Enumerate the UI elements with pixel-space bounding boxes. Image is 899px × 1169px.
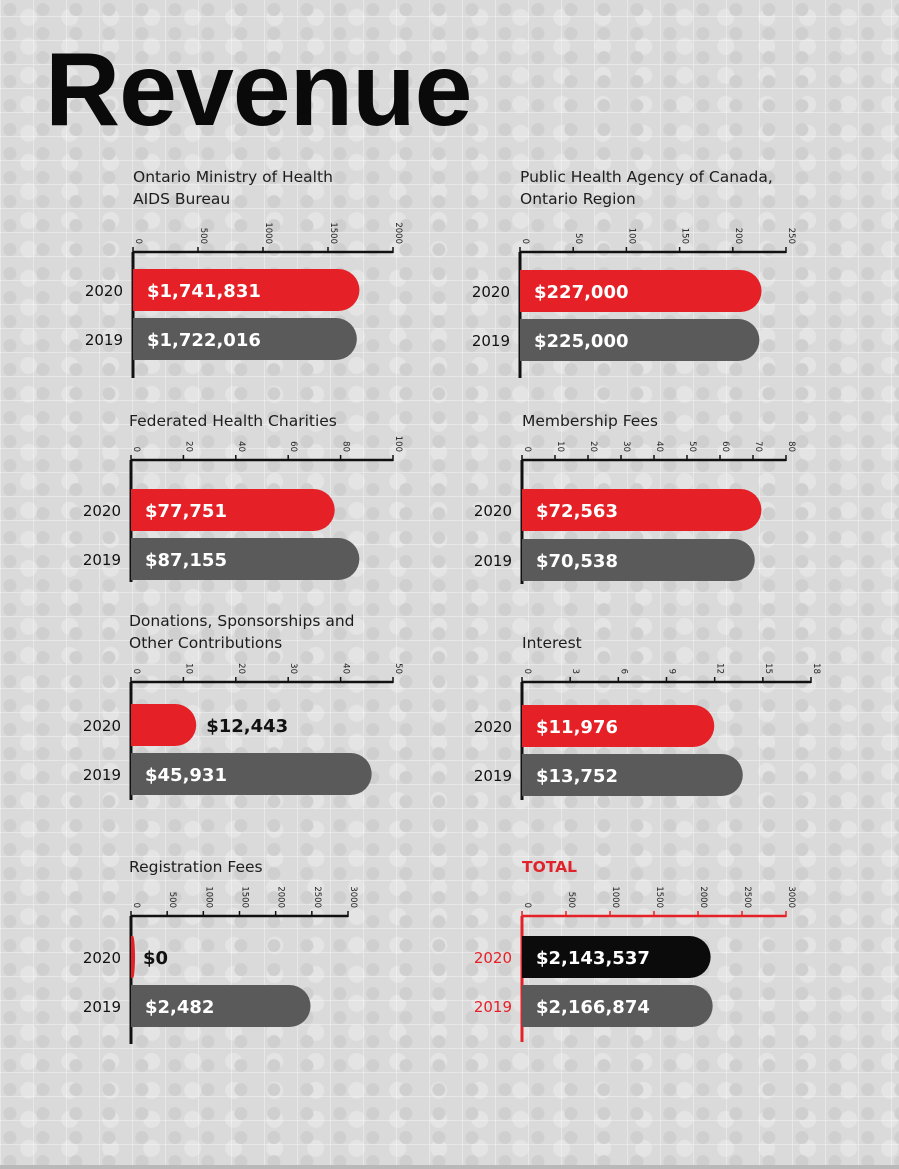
data-label: $13,752 xyxy=(536,766,618,787)
category-label: 2019 xyxy=(82,766,121,784)
chart-svg xyxy=(473,856,818,1086)
chart-svg xyxy=(473,632,821,862)
axis-tick-label: 60 xyxy=(288,441,299,452)
data-label: $77,751 xyxy=(145,501,227,522)
chart-title-line: Ontario Region xyxy=(520,190,636,208)
chart-title-line: Membership Fees xyxy=(522,412,658,430)
axis-tick-label: 200 xyxy=(732,227,743,244)
axis-tick-label: 12 xyxy=(714,663,725,674)
data-label: $72,563 xyxy=(536,501,618,522)
axis-tick-label: 60 xyxy=(720,441,730,452)
axis-tick-label: 20 xyxy=(183,441,194,452)
chart-panel-interest xyxy=(473,632,821,862)
axis-tick-label: 0 xyxy=(522,446,532,452)
axis-tick-label: 0 xyxy=(133,238,143,244)
axis-tick-label: 3000 xyxy=(348,886,358,908)
axis-tick-label: 80 xyxy=(786,441,796,452)
data-label: $2,143,537 xyxy=(536,948,650,969)
chart-panel-ontario-ministry xyxy=(84,166,403,396)
axis-tick-label: 20 xyxy=(588,441,598,452)
axis-tick-label: 0 xyxy=(131,668,141,674)
axis-tick-label: 50 xyxy=(573,233,584,244)
axis-tick-label: 6 xyxy=(618,668,629,674)
category-label: 2019 xyxy=(84,331,123,349)
axis-tick-label: 500 xyxy=(167,891,178,908)
data-label: $70,538 xyxy=(536,551,618,572)
page-title: Revenue xyxy=(45,32,472,148)
data-label: $11,976 xyxy=(536,717,618,738)
category-label: 2020 xyxy=(82,949,121,967)
axis-tick-label: 2500 xyxy=(311,886,322,908)
axis-tick-label: 30 xyxy=(288,663,299,674)
axis-tick-label: 0 xyxy=(520,238,530,244)
axis-tick-label: 30 xyxy=(621,441,631,452)
axis-tick-label: 40 xyxy=(654,441,664,452)
axis-tick-label: 2000 xyxy=(275,886,286,908)
category-label: 2020 xyxy=(473,718,512,736)
data-label: $2,166,874 xyxy=(536,997,650,1018)
chart-title-line: AIDS Bureau xyxy=(133,190,231,208)
axis-tick-label: 1500 xyxy=(654,886,664,908)
axis-tick-label: 1000 xyxy=(263,222,273,244)
chart-panel-public-health-agency xyxy=(471,166,796,396)
axis-tick-label: 2000 xyxy=(393,222,403,244)
category-label: 2019 xyxy=(473,767,512,785)
axis-tick-label: 1500 xyxy=(328,222,338,244)
axis-tick-label: 1000 xyxy=(203,886,214,908)
chart-svg xyxy=(471,166,818,396)
chart-title-line: Public Health Agency of Canada, xyxy=(520,168,773,186)
axis-tick-label: 0 xyxy=(131,446,141,452)
category-label: 2019 xyxy=(82,998,121,1016)
bar xyxy=(131,936,135,978)
axis-tick-label: 3 xyxy=(570,668,581,674)
data-label: $227,000 xyxy=(534,282,629,303)
data-label: $12,443 xyxy=(206,716,289,737)
axis-tick-label: 50 xyxy=(393,663,403,674)
category-label: 2019 xyxy=(82,551,121,569)
category-label: 2019 xyxy=(471,332,510,350)
category-label: 2019 xyxy=(473,998,512,1016)
axis-tick-label: 10 xyxy=(183,663,194,674)
data-label: $45,931 xyxy=(145,765,227,786)
chart-panel-federated-health-charities xyxy=(82,410,403,640)
axis-tick-label: 10 xyxy=(555,441,565,452)
chart-title-line: Interest xyxy=(522,634,582,652)
axis-tick-label: 70 xyxy=(753,441,763,452)
chart-svg xyxy=(82,610,425,840)
axis-tick-label: 2500 xyxy=(742,886,752,908)
chart-title-line: TOTAL xyxy=(522,858,577,876)
chart-title-line: Ontario Ministry of Health xyxy=(133,168,333,186)
category-label: 2020 xyxy=(473,949,512,967)
axis-tick-label: 50 xyxy=(687,441,697,452)
data-label: $1,741,831 xyxy=(147,281,261,302)
axis-tick-label: 250 xyxy=(786,227,796,244)
axis-tick-label: 18 xyxy=(811,663,821,674)
chart-title-line: Federated Health Charities xyxy=(129,412,337,430)
category-label: 2019 xyxy=(473,552,512,570)
axis-tick-label: 1500 xyxy=(239,886,250,908)
data-label: $1,722,016 xyxy=(147,330,261,351)
chart-svg xyxy=(82,856,425,1086)
chart-svg xyxy=(85,166,425,396)
axis-tick-label: 2000 xyxy=(698,886,708,908)
chart-panel-registration-fees xyxy=(82,856,385,1086)
axis-tick-label: 150 xyxy=(679,227,690,244)
category-label: 2020 xyxy=(82,502,121,520)
axis-tick-label: 1000 xyxy=(610,886,620,908)
axis-tick-label: 15 xyxy=(762,663,773,674)
category-label: 2020 xyxy=(84,282,123,300)
chart-panel-membership-fees xyxy=(473,410,796,640)
chart-panel-donations xyxy=(82,610,403,840)
data-label: $87,155 xyxy=(145,550,227,571)
axis-tick-label: 500 xyxy=(566,891,576,908)
axis-tick-label: 40 xyxy=(235,441,246,452)
chart-title-line: Registration Fees xyxy=(129,858,263,876)
data-label: $225,000 xyxy=(534,331,629,352)
bar xyxy=(131,704,196,746)
axis-tick-label: 80 xyxy=(340,441,351,452)
chart-title-line: Other Contributions xyxy=(129,634,283,652)
axis-tick-label: 9 xyxy=(666,668,677,674)
chart-title-line: Donations, Sponsorships and xyxy=(129,612,355,630)
footer-strip xyxy=(0,1165,899,1169)
axis-tick-label: 40 xyxy=(340,663,351,674)
chart-panel-total xyxy=(473,856,796,1086)
category-label: 2020 xyxy=(82,717,121,735)
axis-tick-label: 20 xyxy=(235,663,246,674)
axis-tick-label: 3000 xyxy=(786,886,796,908)
axis-tick-label: 0 xyxy=(522,902,532,908)
chart-svg xyxy=(82,410,425,640)
category-label: 2020 xyxy=(471,283,510,301)
data-label: $0 xyxy=(143,948,169,969)
chart-svg xyxy=(473,410,818,640)
axis-tick-label: 0 xyxy=(131,902,141,908)
axis-tick-label: 100 xyxy=(626,227,637,244)
axis-tick-label: 0 xyxy=(522,668,532,674)
axis-tick-label: 100 xyxy=(393,435,403,452)
category-label: 2020 xyxy=(473,502,512,520)
axis-tick-label: 500 xyxy=(198,227,208,244)
data-label: $2,482 xyxy=(145,997,215,1018)
